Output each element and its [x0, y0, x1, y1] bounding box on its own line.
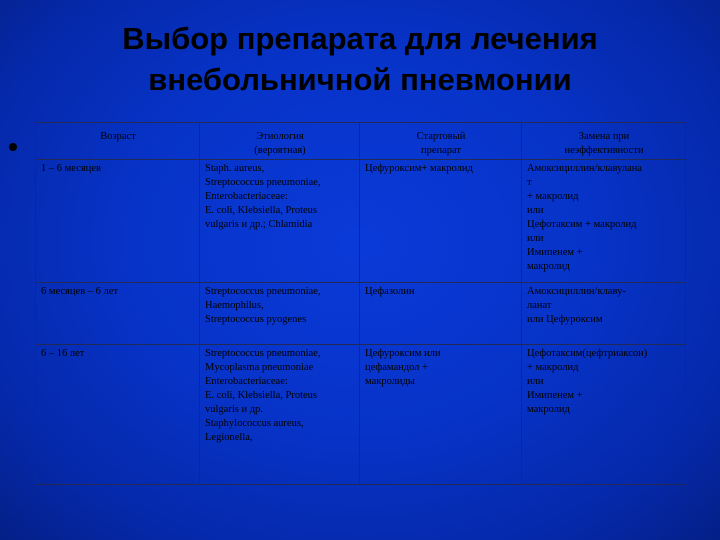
cell-etiology: Streptococcus pneumoniae, Haemophilus, Streptococcus pyogenes: [200, 283, 360, 345]
slide-title-line-1: Выбор препарата для лечения: [122, 21, 598, 56]
table-row: [36, 345, 686, 485]
table-header-row: [36, 123, 686, 160]
cell-starting-drug: Цефуроксим+ макролид: [360, 160, 522, 283]
slide-title-line-2: внебольничной пневмонии: [148, 62, 572, 97]
table-row: [36, 283, 686, 345]
cell-starting-drug: Цефазолин: [360, 283, 522, 345]
cell-etiology: Staph. aureus, Streptococcus pneumoniae, Enterobacteriaceae: E. coli, Klebsiella, Proteus vulgaris и др.; Chlamidia: [200, 160, 360, 283]
cell-starting-drug: Цефуроксим или цефамандол + макролиды: [360, 345, 522, 485]
bullet-dot: [9, 143, 17, 151]
header-starting-drug: Стартовый препарат: [360, 123, 522, 160]
treatment-table: [35, 122, 686, 485]
header-age: Возраст: [36, 123, 200, 160]
cell-etiology: Streptococcus pneumoniae, Mycoplasma pneumoniae Enterobacteriaceae: E. coli, Klebsiella, Proteus vulgaris и др. Staphylococcus aureus, Legionella,: [200, 345, 360, 485]
cell-age: 6 месяцев – 6 лет: [36, 283, 200, 345]
table-row: [36, 160, 686, 283]
cell-replacement: Амоксициллин/клаву- ланат или Цефуроксим: [522, 283, 686, 345]
cell-replacement: Амоксициллин/клавулана т + макролид или Цефотаксим + макролид или Имипенем + макролид: [522, 160, 686, 283]
slide-title: [0, 18, 720, 100]
cell-age: 1 – 6 месяцев: [36, 160, 200, 283]
cell-replacement: Цефотаксим(цефтриаксон) + макролид или Имипенем + макролид: [522, 345, 686, 485]
header-replacement: Замена при неэффективности: [522, 123, 686, 160]
cell-age: 6 – 16 лет: [36, 345, 200, 485]
header-etiology: Этиология (вероятная): [200, 123, 360, 160]
